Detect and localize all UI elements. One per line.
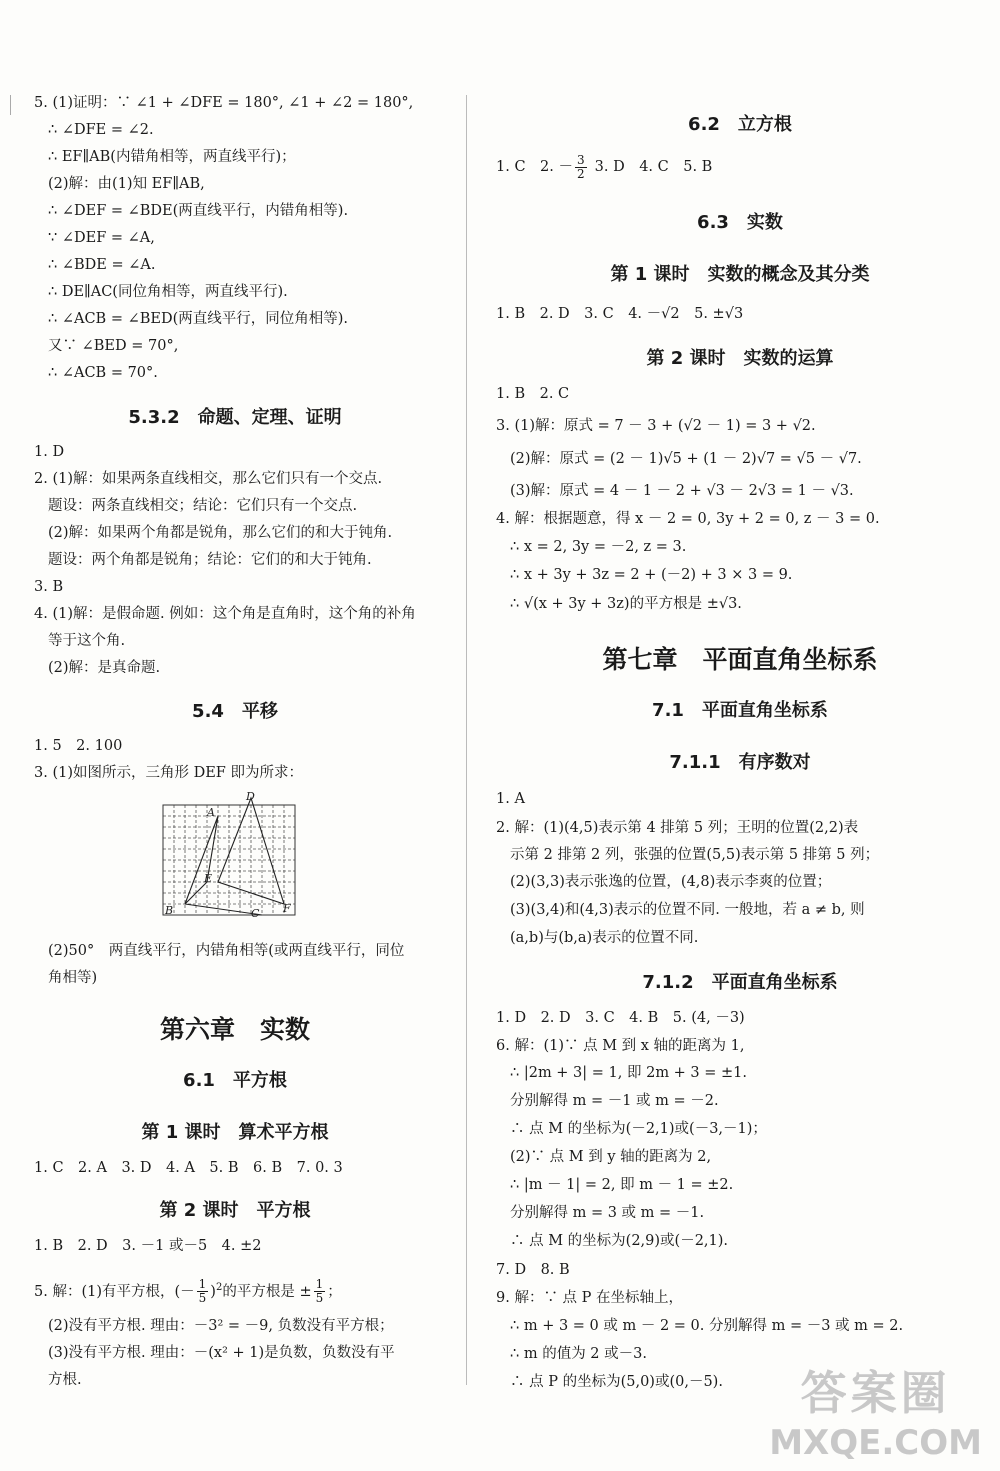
text-line: (a,b)与(b,a)表示的位置不同. <box>510 930 699 946</box>
lesson-heading: 第 1 课时 实数的概念及其分类 <box>610 264 870 285</box>
q5-end: ； <box>327 1283 342 1300</box>
fraction <box>197 1278 209 1305</box>
label-D: D <box>246 790 255 803</box>
l62-prefix: 1. C 2. － <box>496 159 573 175</box>
text-line: 1. A <box>496 791 525 807</box>
text-line: ∴ x = 2, 3y = －2, z = 3. <box>510 539 687 555</box>
fraction <box>575 154 587 181</box>
text-line: 4. 解：根据题意，得 x － 2 = 0, 3y + 2 = 0, z － 3 = 0. <box>496 511 880 527</box>
text-line: ∴ 点 M 的坐标为(－2,1)或(－3,－1)； <box>510 1121 767 1137</box>
text-line: ∴ DE∥AC(同位角相等，两直线平行). <box>48 284 288 300</box>
text-line-q5 <box>34 1273 342 1307</box>
site-watermark <box>769 1357 982 1463</box>
text-line: ∴ ∠ACB = ∠BED(两直线平行，同位角相等). <box>48 311 349 327</box>
text-line: 示第 2 排第 2 列，张强的位置(5,5)表示第 5 排第 5 列； <box>510 847 880 863</box>
text-line: 方根. <box>48 1372 82 1388</box>
text-line: 1. D 2. D 3. C 4. B 5. (4, －3) <box>496 1010 745 1026</box>
text-line: ∴ |m － 1| = 2, 即 m － 1 = ±2. <box>510 1177 734 1193</box>
text-line-62 <box>496 152 712 182</box>
fraction-numerator: 1 <box>315 1277 324 1292</box>
fraction-denominator: 5 <box>198 1291 207 1306</box>
text-line: ∴ 点 M 的坐标为(2,9)或(－2,1). <box>510 1233 729 1249</box>
q5-prefix: 5. 解：(1)有平方根， <box>34 1283 175 1300</box>
text-line: 2. (1)解：如果两条直线相交，那么它们只有一个交点. <box>34 471 383 487</box>
q5-exponent: 2 <box>215 1282 223 1293</box>
text-line: 6. 解：(1)∵ 点 M 到 x 轴的距离为 1, <box>496 1038 745 1054</box>
text-line: ∴ m 的值为 2 或－3. <box>510 1346 647 1362</box>
text-line: 3. (1)解：原式 = 7 － 3 + (√2 － 1) = 3 + √2. <box>496 418 816 434</box>
margin-tick <box>10 95 11 115</box>
text-line: 角相等) <box>48 970 98 986</box>
q5-open: (－ <box>174 1283 195 1300</box>
watermark-domain: MXQE.COM <box>769 1423 982 1463</box>
lesson-heading: 第 2 课时 实数的运算 <box>646 348 834 369</box>
q5-close: ) <box>210 1283 216 1300</box>
text-line: ∴ ∠DEF = ∠BDE(两直线平行，内错角相等). <box>48 203 349 219</box>
chapter-heading: 第七章 平面直角坐标系 <box>602 645 878 674</box>
text-line: (2)∵ 点 M 到 y 轴的距离为 2, <box>510 1149 712 1165</box>
text-line: ∵ ∠DEF = ∠A, <box>48 230 155 246</box>
text-line: (3)解：原式 = 4 － 1 － 2 + √3 － 2√3 = 1 － √3. <box>510 483 854 499</box>
text-line: (2)(3,3)表示张逸的位置，(4,8)表示李爽的位置； <box>510 874 832 890</box>
label-C: C <box>251 907 260 918</box>
text-line: 9. 解：∵ 点 P 在坐标轴上， <box>496 1290 684 1306</box>
label-E: E <box>204 872 213 885</box>
text-line: 又∵ ∠BED = 70°, <box>48 338 179 354</box>
text-line: ∴ m + 3 = 0 或 m － 2 = 0. 分别解得 m = －3 或 m = 2. <box>510 1318 904 1334</box>
fraction-denominator: 5 <box>315 1291 324 1306</box>
text-line: (3)(3,4)和(4,3)表示的位置不同. 一般地，若 a ≠ b, 则 <box>510 902 865 918</box>
text-line: (2)解：原式 = (2 － 1)√5 + (1 － 2)√7 = √5 － √7. <box>510 451 862 467</box>
text-line: ∴ ∠ACB = 70°. <box>48 365 158 381</box>
text-line: 1. D <box>34 444 65 460</box>
text-line: 2. 解：(1)(4,5)表示第 4 排第 5 列；王明的位置(2,2)表 <box>496 820 859 836</box>
section-heading: 6.3 实数 <box>697 212 783 233</box>
text-line: 7. D 8. B <box>496 1262 570 1278</box>
lesson-heading: 第 1 课时 算术平方根 <box>141 1122 329 1143</box>
text-line: 分别解得 m = 3 或 m = －1. <box>510 1205 705 1221</box>
text-line: ∴ ∠BDE = ∠A. <box>48 257 156 273</box>
text-line: 5. (1)证明：∵ ∠1 + ∠DFE = 180°, ∠1 + ∠2 = 180°, <box>34 95 414 111</box>
label-A: A <box>207 806 215 819</box>
text-line: 1. C 2. A 3. D 4. A 5. B 6. B 7. 0. 3 <box>34 1160 343 1176</box>
section-heading: 6.1 平方根 <box>183 1070 287 1091</box>
text-line: ∴ ∠DFE = ∠2. <box>48 122 154 138</box>
watermark-logo-text: 答案圈 <box>800 1366 951 1420</box>
q5-middle: 的平方根是 ± <box>222 1283 312 1300</box>
fraction-numerator: 3 <box>576 152 585 167</box>
label-F: F <box>283 902 291 915</box>
text-line: 题设：两个角都是锐角；结论：它们的和大于钝角. <box>48 552 372 568</box>
text-line: 4. (1)解：是假命题. 例如：这个角是直角时，这个角的补角 <box>34 606 416 622</box>
text-line: 1. B 2. D 3. C 4. －√2 5. ±√3 <box>496 306 744 322</box>
translation-grid-figure <box>155 788 305 918</box>
section-heading: 6.2 立方根 <box>688 114 792 135</box>
fraction-numerator: 1 <box>198 1277 207 1292</box>
section-heading: 7.1.1 有序数对 <box>669 752 811 773</box>
text-line: 1. B 2. C <box>496 386 570 402</box>
text-line: 1. 5 2. 100 <box>34 738 123 754</box>
l62-suffix: 3. D 4. C 5. B <box>594 159 713 175</box>
text-line: 3. B <box>34 579 64 595</box>
lesson-heading: 第 2 课时 平方根 <box>159 1200 311 1221</box>
section-heading: 5.4 平移 <box>192 701 278 722</box>
text-line: (2)没有平方根. 理由：－3² = －9, 负数没有平方根； <box>48 1318 394 1334</box>
text-line: ∴ √(x + 3y + 3z)的平方根是 ±√3. <box>510 596 742 612</box>
text-line: (3)没有平方根. 理由：－(x² + 1)是负数，负数没有平 <box>48 1345 395 1361</box>
text-line: ∴ |2m + 3| = 1, 即 2m + 3 = ±1. <box>510 1065 748 1081</box>
section-heading: 5.3.2 命题、定理、证明 <box>128 407 342 428</box>
text-line: (2)50° 两直线平行，内错角相等(或两直线平行，同位 <box>48 943 405 959</box>
text-line: 分别解得 m = －1 或 m = －2. <box>510 1093 719 1109</box>
text-line: 3. (1)如图所示，三角形 DEF 即为所求： <box>34 765 303 781</box>
text-line: (2)解：由(1)知 EF∥AB, <box>48 176 205 192</box>
section-heading: 7.1 平面直角坐标系 <box>652 700 828 721</box>
label-B: B <box>165 904 174 917</box>
text-line: ∴ 点 P 的坐标为(5,0)或(0,－5). <box>510 1374 723 1390</box>
text-line: ∴ EF∥AB(内错角相等，两直线平行)； <box>48 149 296 165</box>
fraction <box>314 1278 326 1305</box>
section-heading: 7.1.2 平面直角坐标系 <box>642 972 838 993</box>
text-line: 1. B 2. D 3. －1 或－5 4. ±2 <box>34 1238 262 1254</box>
text-line: ∴ x + 3y + 3z = 2 + (－2) + 3 × 3 = 9. <box>510 567 793 583</box>
text-line: 等于这个角. <box>48 633 126 649</box>
text-line: 题设：两条直线相交；结论：它们只有一个交点. <box>48 498 358 514</box>
fraction-denominator: 2 <box>576 166 585 181</box>
column-divider <box>466 95 467 1385</box>
chapter-heading: 第六章 实数 <box>159 1015 310 1044</box>
text-line: (2)解：如果两个角都是锐角，那么它们的和大于钝角. <box>48 525 393 541</box>
text-line: (2)解：是真命题. <box>48 660 161 676</box>
